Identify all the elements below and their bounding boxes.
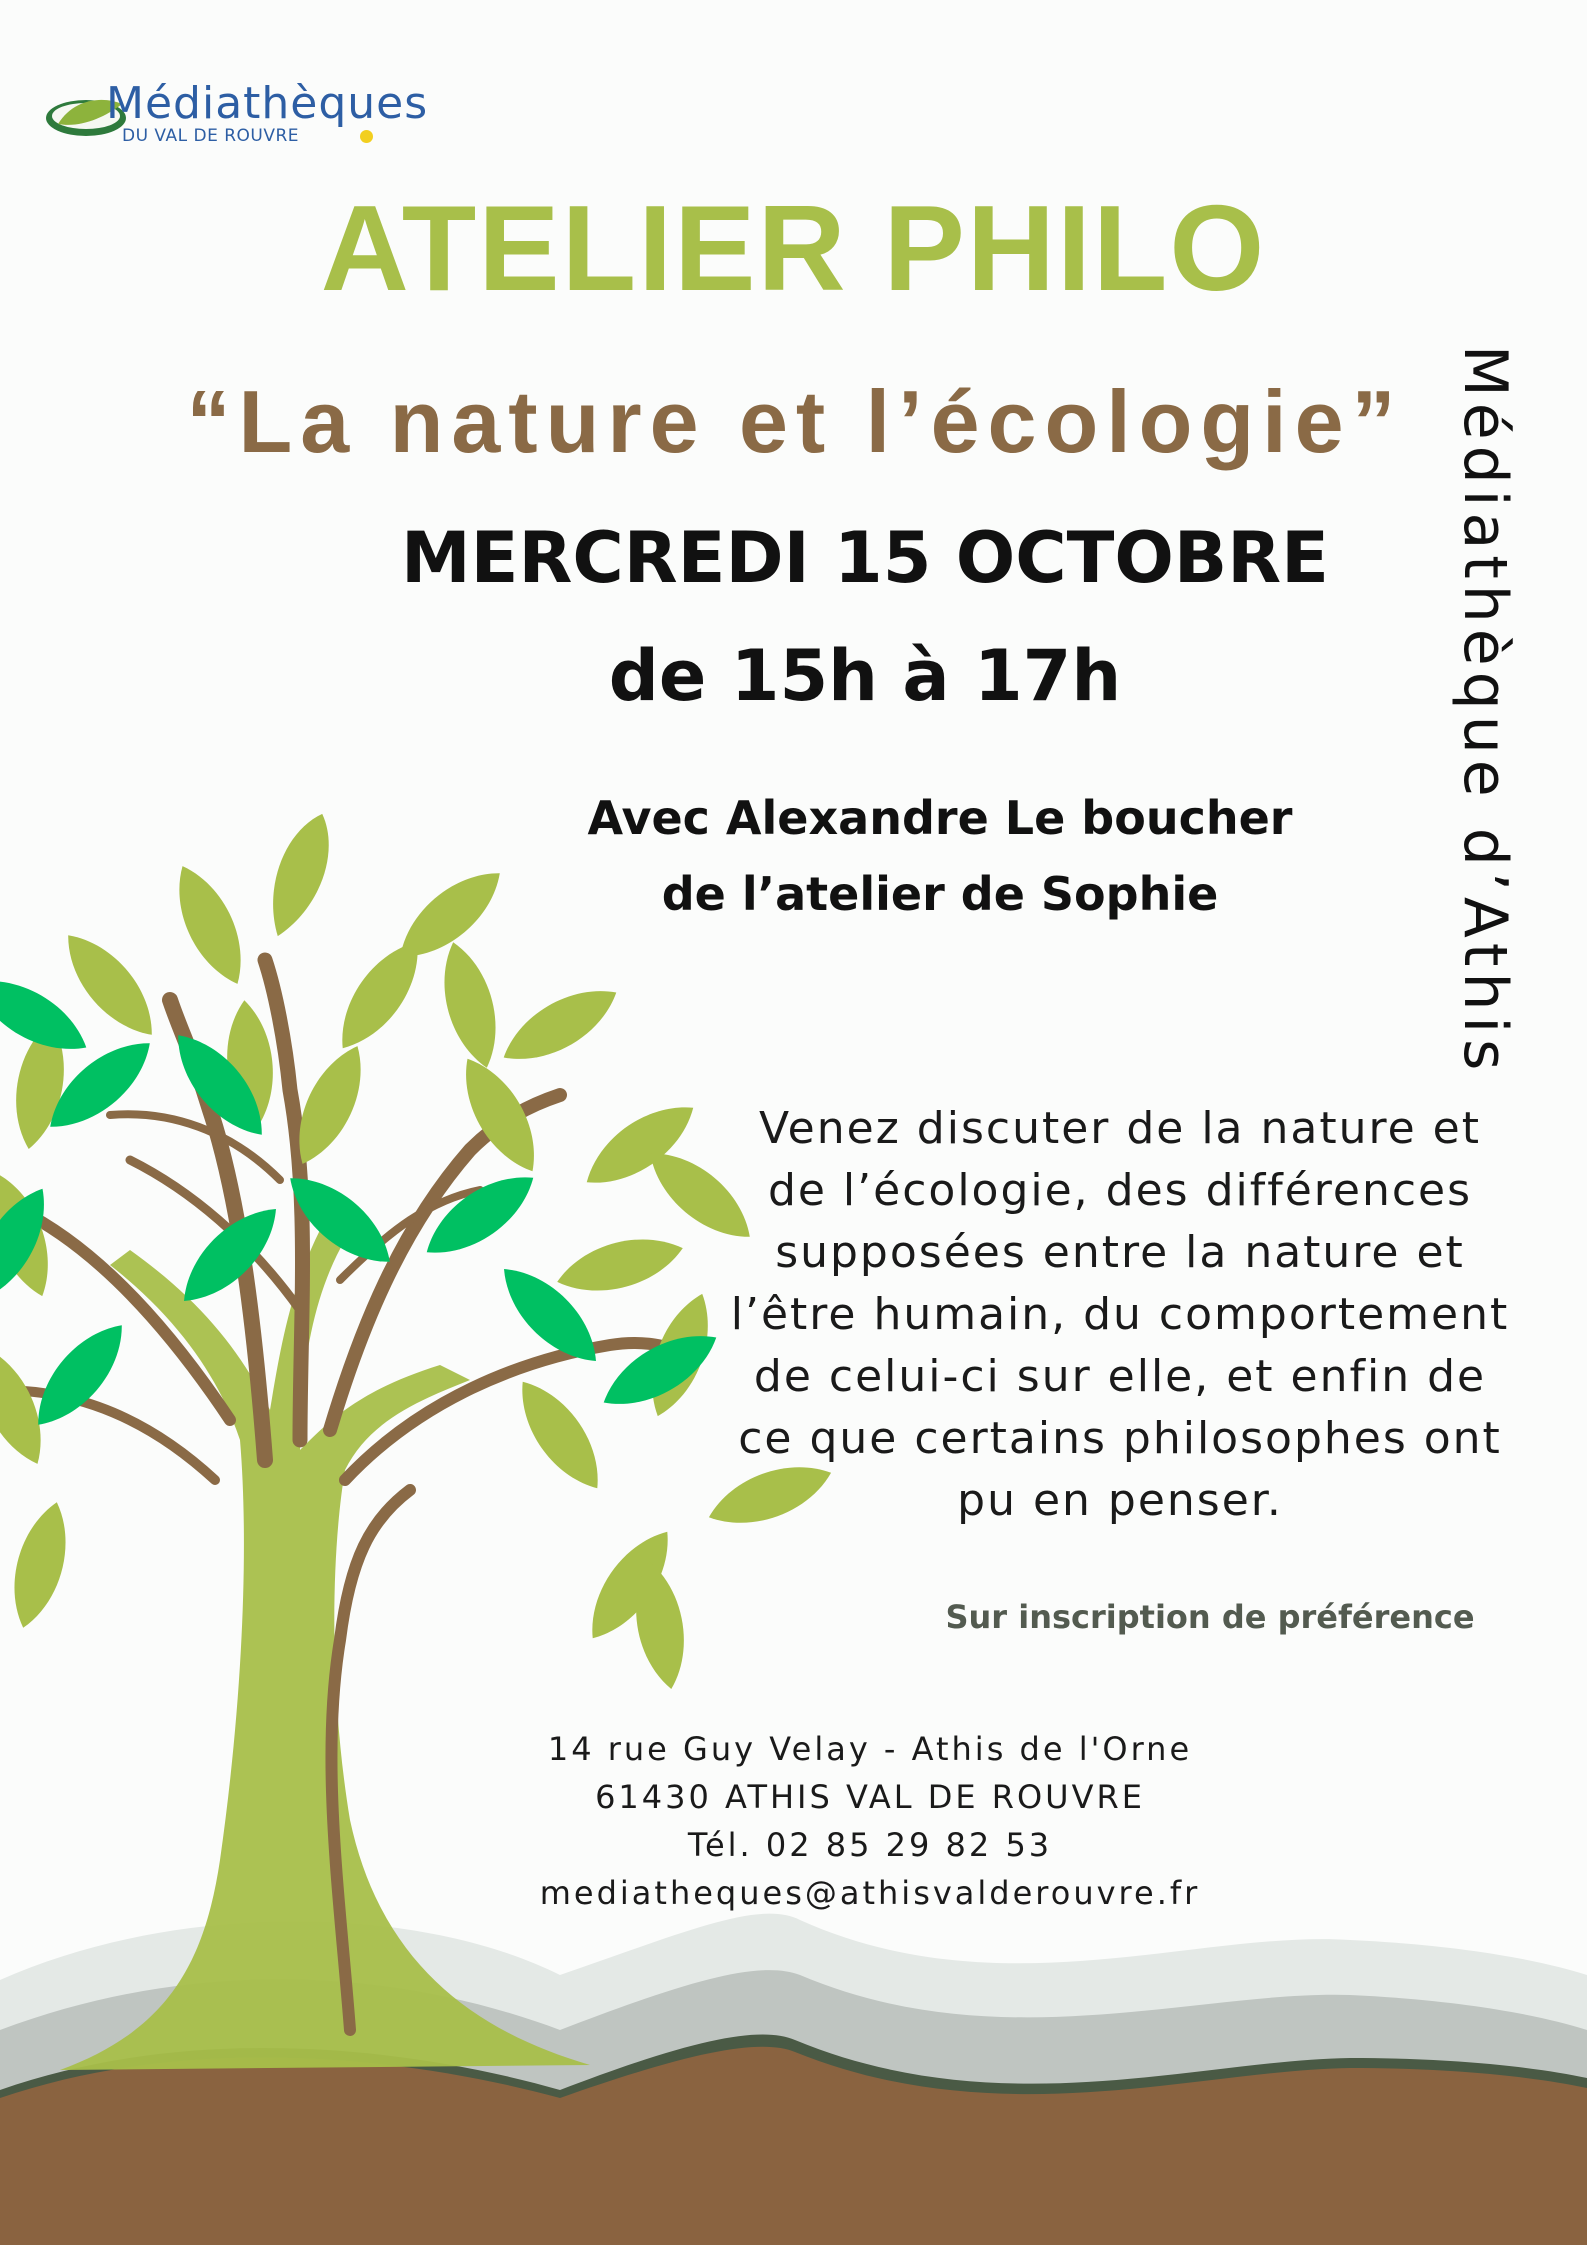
email-address: mediatheques@athisvalderouvre.fr <box>539 1874 1201 1912</box>
logo <box>44 78 454 150</box>
side-venue-text <box>1425 345 1545 1075</box>
phone-number: Tél. 02 85 29 82 53 <box>687 1826 1053 1864</box>
soil <box>0 2047 1587 2245</box>
description-line: de l’écologie, des différences <box>767 1165 1473 1216</box>
description-line: Venez discuter de la nature et <box>759 1103 1481 1154</box>
description-line: supposées entre la nature et <box>775 1227 1465 1278</box>
description-line: de celui-ci sur elle, et enfin de <box>753 1351 1487 1402</box>
venue-name: Médiathèque d’Athis <box>1450 345 1520 1077</box>
logo-subtitle: DU VAL DE ROUVRE <box>122 126 300 146</box>
description-line: l’être humain, du comportement <box>730 1289 1510 1340</box>
speaker <box>470 780 1410 932</box>
address-street: 14 rue Guy Velay - Athis de l'Orne <box>547 1730 1193 1768</box>
description-line: pu en penser. <box>957 1475 1283 1526</box>
registration-note: Sur inscription de préférence <box>945 1598 1475 1636</box>
event-theme: “La nature et l’écologie” <box>186 372 1404 471</box>
speaker-line-1: Avec Alexandre Le boucher <box>587 791 1293 845</box>
event-description <box>700 1098 1540 1532</box>
description-line: ce que certains philosophes ont <box>738 1413 1502 1464</box>
logo-dot <box>360 130 373 143</box>
event-date: MERCREDI 15 OCTOBRE <box>401 517 1329 599</box>
event-time: de 15h à 17h <box>608 635 1122 717</box>
contact-address <box>400 1725 1340 1917</box>
speaker-line-2: de l’atelier de Sophie <box>661 867 1219 921</box>
address-city: 61430 ATHIS VAL DE ROUVRE <box>595 1778 1145 1816</box>
page-title: ATELIER PHILO <box>320 180 1267 316</box>
logo-name: Médiathèques <box>106 78 429 129</box>
